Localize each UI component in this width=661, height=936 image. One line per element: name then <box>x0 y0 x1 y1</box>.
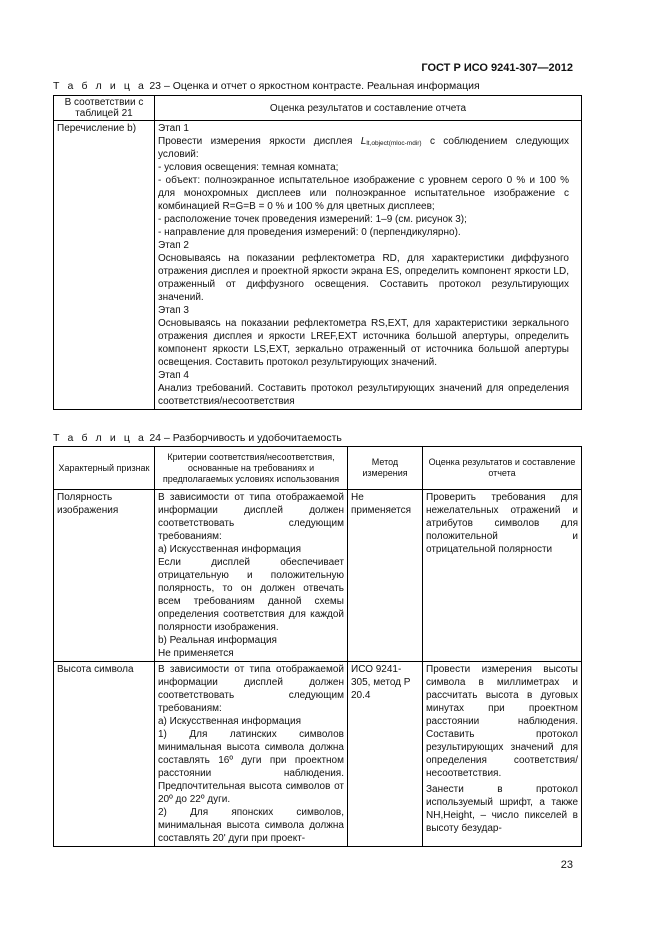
row-criteria: В зависимости от типа отображаемой информации дисплей должен соответствовать следующим требованиям: a) Искусственная информация 1) Для латинских символов минимальная высота символа должна составлять 16º дуги при проектном расстоянии наблюдения. Предпочтительная высота символов от 20º до 22º дуги. 2) Для японских символов, минимальная высота символа должна составлять 20' дуги при проект- <box>155 662 348 847</box>
table23-row <box>54 121 582 410</box>
stage4-title: Этап 4 <box>158 370 189 381</box>
table23-caption-text: 23 – Оценка и отчет о яркостном контрасте. Реальная информация <box>149 80 480 92</box>
row-feature: Полярность изображения <box>54 490 155 662</box>
table24-caption <box>53 432 342 444</box>
stage1-condition-direction: - направление для проведения измерений: 0 (перпендикулярно). <box>158 227 461 238</box>
stage1-intro: Провести измерения яркости дисплея $L_{lt,object(mloc-mdir)}$ с соблюдением следующих условий: <box>158 136 569 160</box>
stage1-condition-lighting: - условия освещения: темная комната; <box>158 162 339 173</box>
row-feature: Высота символа <box>54 662 155 847</box>
row-evaluation: Проверить требования для нежелательных отражений и атрибутов символов для положительной и отрицательной полярности <box>423 490 582 662</box>
row-evaluation: Провести измерения высоты символа в миллиметрах и рассчитать высота в дуговых минутах при проектном расстоянии наблюдения. Составить протокол результирующих значений для определения соответствия/несоответствия. Занести в протокол используемый шрифт, а также NH,Height, – число пикселей в высоту безудар- <box>423 662 582 847</box>
table24-header-criteria: Критерии соответствия/несоответствия, основанные на требованиях и предполагаемых условиях использования <box>155 447 348 490</box>
document-header: ГОСТ Р ИСО 9241-307—2012 <box>421 62 573 74</box>
table24-header-row <box>54 447 582 490</box>
stage1-luminance-symbol: L <box>360 136 367 147</box>
stage1-condition-points: - расположение точек проведения измерений: 1–9 (см. рисунок 3); <box>158 214 467 225</box>
stage2-title: Этап 2 <box>158 240 189 251</box>
stage1-luminance-subscript: lt,object(mloc-mdir) <box>366 140 422 147</box>
row-criteria: В зависимости от типа отображаемой информации дисплей должен соответствовать следующим требованиям: a) Искусственная информация Если дисплей обеспечивает отрицательную и положительную полярность, то он должен отвечать всем требованиям данной схемы определения соответствия для каждой полярности изображения. b) Реальная информация Не применяется <box>155 490 348 662</box>
table-row <box>54 490 582 662</box>
stage4-text: Анализ требований. Составить протокол результирующих значений для определения соответствия/несоответствия <box>158 383 569 407</box>
table24-caption-label: Т а б л и ц а <box>53 432 147 444</box>
stage3-text: Основываясь на показании рефлектометра RS,EXT, для характеристики зеркального отражения дисплея и яркости LREF,EXT источника большой апертуры, определить компонент яркости LS,EXT, зеркально отраженный от источника большой апертуры освещения. Составить протокол результирующих значений. <box>158 318 569 368</box>
table23-caption-label: Т а б л и ц а <box>53 80 147 92</box>
table-row <box>54 662 582 847</box>
table23-header-row <box>54 96 582 121</box>
table24-header-evaluation: Оценка результатов и составление отчета <box>423 447 582 490</box>
table23-row-label: Перечисление b) <box>54 121 155 410</box>
table23-caption <box>53 80 480 92</box>
stage1-condition-object: - объект: полноэкранное испытательное изображение с уровнем серого 0 % и 100 % для монохромных дисплеев или полноэкранное испытательное изображение с комбинацией R=G=B = 0 % и 100 % для цветных дисплеев; <box>158 175 569 212</box>
stage3-title: Этап 3 <box>158 305 189 316</box>
table24-caption-text: 24 – Разборчивость и удобочитаемость <box>149 432 342 444</box>
row-method: ИСО 9241-305, метод Р 20.4 <box>348 662 423 847</box>
table24-header-feature: Характерный признак <box>54 447 155 490</box>
stage1-title: Этап 1 <box>158 123 189 134</box>
table24-header-method: Метод измерения <box>348 447 423 490</box>
table23-row-content <box>155 121 582 410</box>
page-number: 23 <box>560 859 573 871</box>
stage2-text: Основываясь на показании рефлектометра RD, для характеристики диффузного отражения дисплея и проектной яркости экрана ES, определить компонент яркости LD, отраженный от диффузного освещения. Составить протокол результирующих значений. <box>158 253 569 303</box>
table-24 <box>53 446 582 847</box>
table-23 <box>53 95 582 410</box>
table23-col1-header: В соответствии с таблицей 21 <box>54 96 155 121</box>
table23-col2-header: Оценка результатов и составление отчета <box>155 96 582 121</box>
row-method: Не применяется <box>348 490 423 662</box>
